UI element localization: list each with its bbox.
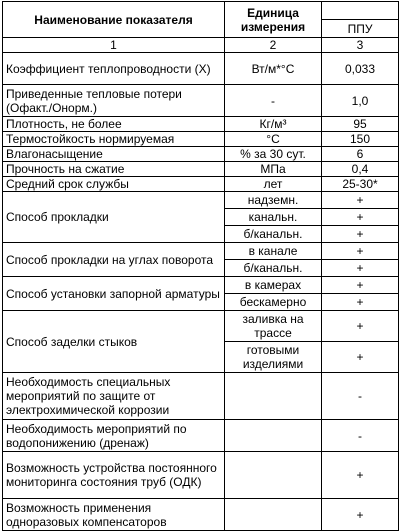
table-row: [3, 499, 399, 531]
valves-value: +: [322, 294, 399, 311]
row-name: Средний срок службы: [3, 177, 225, 192]
table-row: [3, 147, 399, 162]
laying-value: +: [322, 209, 399, 226]
laying-option: б/канальн.: [225, 226, 322, 243]
row-unit: [225, 420, 322, 452]
row-name: Возможность применения одноразовых компенсаторов: [3, 499, 225, 531]
row-value: 0,033: [322, 53, 399, 85]
valves-name: Способ установки запорной арматуры: [3, 277, 225, 311]
row-value: 1,0: [322, 85, 399, 117]
joints-value: +: [322, 311, 399, 342]
corners-name: Способ прокладки на углах поворота: [3, 243, 225, 277]
header-number-row: [3, 38, 399, 53]
col-number-2: 2: [225, 38, 322, 53]
table-row: [3, 132, 399, 147]
corners-value: +: [322, 243, 399, 260]
row-name: Прочность на сжатие: [3, 162, 225, 177]
row-name: Возможность устройства постоянного мониторинга состояния труб (ОДК): [3, 452, 225, 499]
laying-name: Способ прокладки: [3, 192, 225, 243]
table-row: [3, 162, 399, 177]
row-value: 25-30*: [322, 177, 399, 192]
row-unit: лет: [225, 177, 322, 192]
row-value: +: [322, 499, 399, 531]
row-name: Приведенные тепловые потери (Офакт./Онорм.): [3, 85, 225, 117]
table-row: [3, 53, 399, 85]
row-unit: МПа: [225, 162, 322, 177]
row-unit: -: [225, 85, 322, 117]
valves-option: в камерах: [225, 277, 322, 294]
row-value: +: [322, 452, 399, 499]
row-unit: [225, 373, 322, 420]
laying-value: +: [322, 226, 399, 243]
table-row: [3, 373, 399, 420]
row-name: Плотность, не более: [3, 117, 225, 132]
table-row: [3, 452, 399, 499]
header-unit: Единица измерения: [225, 2, 322, 38]
row-name: Термостойкость нормируемая: [3, 132, 225, 147]
row-value: 6: [322, 147, 399, 162]
laying-option: канальн.: [225, 209, 322, 226]
header-name: Наименование показателя: [3, 2, 225, 38]
row-value: 0,4: [322, 162, 399, 177]
row-name: Необходимость мероприятий по водопонижению (дренаж): [3, 420, 225, 452]
row-name: Влагонасыщение: [3, 147, 225, 162]
header-blank: [322, 2, 399, 20]
table-row: [3, 277, 399, 294]
corners-option: б/канальн.: [225, 260, 322, 277]
table-row: [3, 192, 399, 209]
row-value: -: [322, 373, 399, 420]
corners-value: +: [322, 260, 399, 277]
row-unit: % за 30 сут.: [225, 147, 322, 162]
table-row: [3, 85, 399, 117]
header-value: ППУ: [322, 20, 399, 38]
joints-option: готовыми изделиями: [225, 342, 322, 373]
col-number-1: 1: [3, 38, 225, 53]
laying-value: +: [322, 192, 399, 209]
table-row: [3, 311, 399, 342]
valves-value: +: [322, 277, 399, 294]
table-row: [3, 420, 399, 452]
table-row: [3, 243, 399, 260]
joints-option: заливка на трассе: [225, 311, 322, 342]
header-row: [3, 2, 399, 20]
row-name: Необходимость специальных мероприятий по защите от электрохимической коррозии: [3, 373, 225, 420]
row-name: Коэффициент теплопроводности (Х): [3, 53, 225, 85]
table-row: [3, 117, 399, 132]
row-value: 95: [322, 117, 399, 132]
row-unit: Кг/м³: [225, 117, 322, 132]
valves-option: бескамерно: [225, 294, 322, 311]
table-row: [3, 177, 399, 192]
properties-table: [2, 1, 399, 531]
joints-value: +: [322, 342, 399, 373]
col-number-3: 3: [322, 38, 399, 53]
joints-name: Способ заделки стыков: [3, 311, 225, 373]
laying-option: надземн.: [225, 192, 322, 209]
row-unit: [225, 452, 322, 499]
row-unit: [225, 499, 322, 531]
row-unit: °С: [225, 132, 322, 147]
row-value: 150: [322, 132, 399, 147]
row-unit: Вт/м*°С: [225, 53, 322, 85]
row-value: -: [322, 420, 399, 452]
corners-option: в канале: [225, 243, 322, 260]
